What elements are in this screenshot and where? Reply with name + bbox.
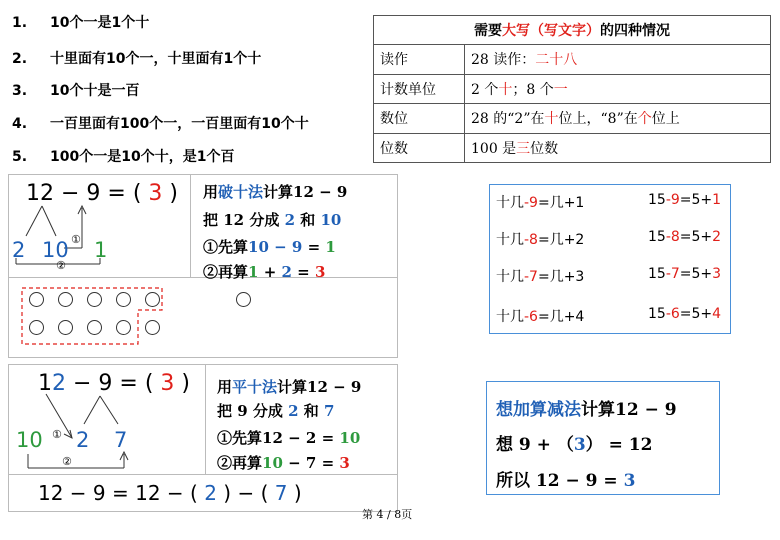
- counter-circle: [58, 292, 73, 307]
- method-name: 平十法: [232, 378, 278, 396]
- counter-circle: [116, 292, 131, 307]
- breakten-split-b: 10: [42, 238, 69, 262]
- think-line3: 所以 12 − 9 = 3: [496, 471, 636, 491]
- table-value: 2 个十；8 个一: [465, 74, 771, 104]
- flatten-split-a: 10: [16, 428, 43, 452]
- breakten-split-a: 2: [12, 238, 26, 262]
- rule-general: 十几-6=几+4: [496, 309, 585, 325]
- table-row: [374, 133, 771, 163]
- divider: [205, 364, 206, 474]
- counter-circle: [87, 292, 102, 307]
- table-key: 计数单位: [374, 74, 465, 104]
- list-item: [12, 12, 149, 32]
- cases-table: [373, 15, 771, 163]
- breakten-line4: ②再算1 + 2 = 3: [203, 263, 326, 281]
- counter-circle: [29, 320, 44, 335]
- counter-circle: [29, 292, 44, 307]
- table-key: 位数: [374, 133, 465, 163]
- rule-general: 十几-9=几+1: [496, 195, 585, 211]
- divider: [190, 174, 191, 277]
- list-text: 十里面有10个一，十里面有1个十: [50, 51, 262, 67]
- table-title-highlight: 大写（写文字）: [502, 23, 600, 39]
- divider: [8, 474, 397, 475]
- list-number: 5.: [12, 149, 28, 165]
- table-row: [374, 74, 771, 104]
- breakten-answer: 3: [148, 181, 163, 206]
- flatten-split-b: 2: [76, 428, 90, 452]
- list-item: [12, 80, 139, 100]
- rule-general: 十几-7=几+3: [496, 269, 585, 285]
- list-text: 10个一是1个十: [50, 15, 150, 31]
- rule-example: 15-7=5+3: [648, 266, 722, 282]
- counter-circle: [116, 320, 131, 335]
- flatten-line4: ②再算10 − 7 = 3: [217, 454, 350, 472]
- flatten-answer: 3: [160, 371, 175, 396]
- list-text: 一百里面有100个一，一百里面有10个十: [50, 116, 309, 132]
- table-key: 读作: [374, 45, 465, 75]
- list-number: 1.: [12, 15, 28, 31]
- table-row: [374, 104, 771, 134]
- table-row: [374, 45, 771, 75]
- step-marker: ②: [56, 259, 66, 272]
- breakten-equation: 12 − 9 = ( 3 ): [26, 181, 179, 206]
- breakten-line1: 用破十法计算12 − 9: [203, 183, 348, 201]
- counter-circle: [145, 320, 160, 335]
- rule-general: 十几-8=几+2: [496, 232, 585, 248]
- rule-example: 15-6=5+4: [648, 306, 722, 322]
- counter-circle: [236, 292, 251, 307]
- breakten-line2: 把 12 分成 2 和 10: [203, 211, 342, 229]
- rule-example: 15-8=5+2: [648, 229, 722, 245]
- list-item: [12, 146, 234, 166]
- flatten-line2: 把 9 分成 2 和 7: [217, 402, 335, 420]
- table-value: 28 读作：二十八: [465, 45, 771, 75]
- list-number: 3.: [12, 83, 28, 99]
- flatten-line1: 用平十法计算12 − 9: [217, 378, 362, 396]
- list-number: 2.: [12, 51, 28, 67]
- counter-circle: [58, 320, 73, 335]
- flatten-equation: 12 − 9 = ( 3 ): [38, 371, 191, 396]
- step-marker: ①: [52, 428, 62, 441]
- flatten-bottom-equation: 12 − 9 = 12 − ( 2 ) − ( 7 ): [38, 481, 302, 505]
- breakten-split-c: 1: [94, 238, 108, 262]
- list-text: 100个一是10个十，是1个百: [50, 149, 235, 165]
- step-marker: ①: [71, 233, 81, 246]
- step-marker: ②: [62, 455, 72, 468]
- breakten-line3: ①先算10 − 9 = 1: [203, 238, 336, 256]
- think-title: 想加算减法计算12 − 9: [496, 400, 677, 420]
- list-item: [12, 48, 261, 68]
- list-number: 4.: [12, 116, 28, 132]
- think-line2: 想 9 + （3） = 12: [496, 435, 653, 455]
- flatten-split-c: 7: [114, 428, 128, 452]
- list-item: [12, 113, 309, 133]
- table-value: 100 是三位数: [465, 133, 771, 163]
- table-value: 28 的“2”在十位上，“8”在个位上: [465, 104, 771, 134]
- table-header-row: [374, 16, 771, 45]
- list-text: 10个十是一百: [50, 83, 140, 99]
- method-name: 破十法: [218, 183, 264, 201]
- rule-example: 15-9=5+1: [648, 192, 722, 208]
- table-key: 数位: [374, 104, 465, 134]
- counter-circle: [145, 292, 160, 307]
- flatten-line3: ①先算12 − 2 = 10: [217, 429, 361, 447]
- page-number: 第 4 / 8页: [362, 508, 413, 521]
- table-title: 需要大写（写文字）的四种情况: [374, 16, 771, 45]
- counter-circle: [87, 320, 102, 335]
